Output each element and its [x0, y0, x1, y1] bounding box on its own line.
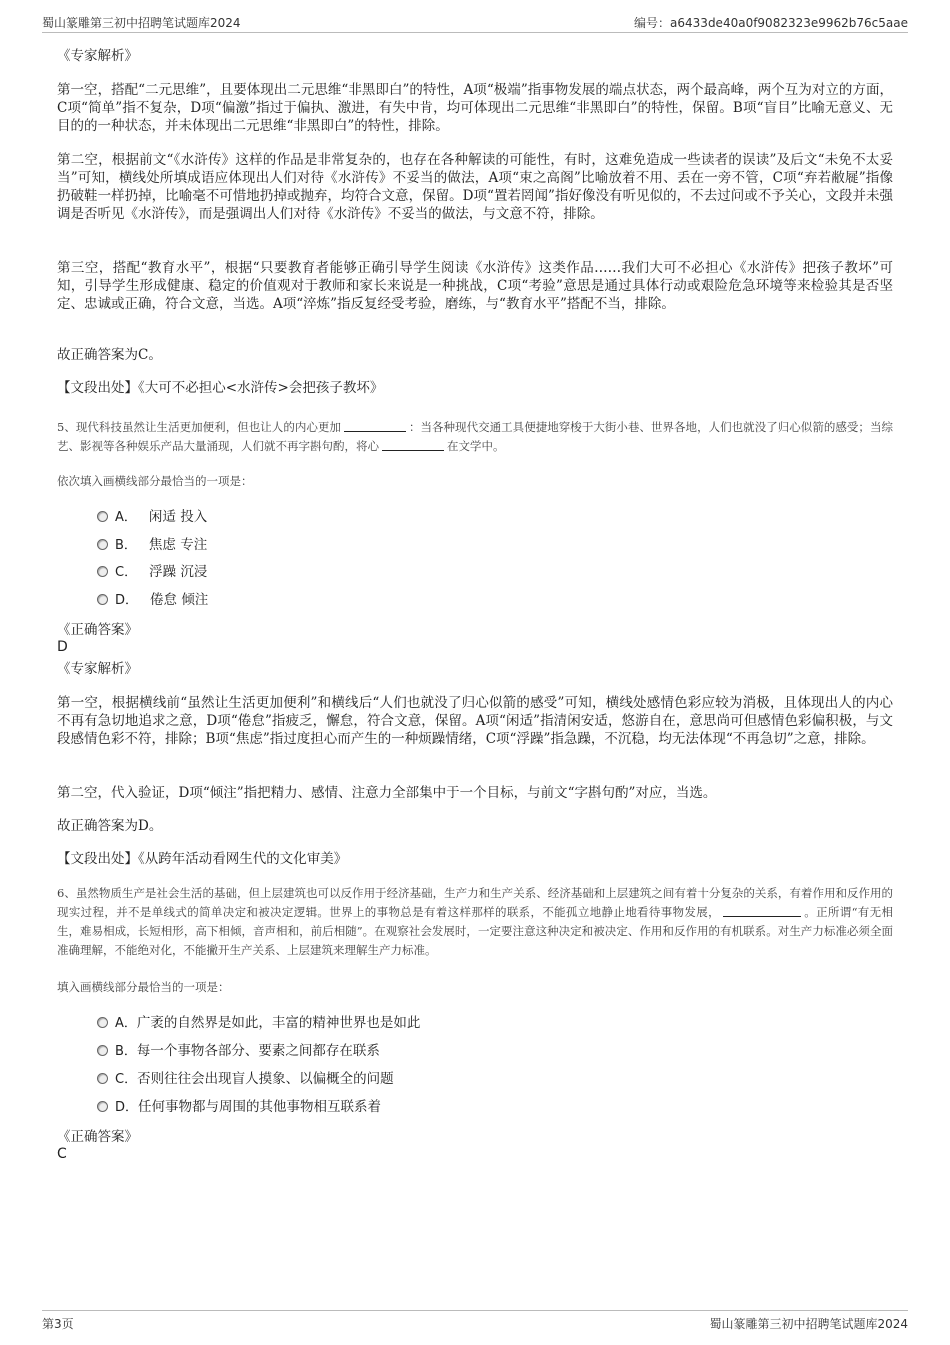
radio-icon[interactable] — [97, 1017, 108, 1028]
page-footer — [42, 1310, 908, 1333]
q5-option-b[interactable] — [97, 535, 597, 555]
q5-conclusion: 故正确答案为D。 — [57, 818, 163, 834]
radio-icon[interactable] — [97, 566, 108, 577]
option-text: 广袤的自然界是如此，丰富的精神世界也是如此 — [136, 1015, 421, 1031]
q5-analysis-label: 《专家解析》 — [57, 661, 138, 677]
q5-source: 【文段出处】《从跨年活动看网生代的文化审美》 — [57, 851, 348, 867]
q6-text-a: 6、虽然物质生产是社会生活的基础，但上层建筑也可以反作用于经济基础，生产力和生产关系、经济基础和上层建筑之间有着十分复杂的关系，有着作用和反作用的现实过程，并不是单线式的简单决定和被决定逻辑。世界上的事物总是有着这样那样的联系，不能孤立地静止地看待事物发展， — [57, 886, 893, 919]
option-letter: C． — [115, 1072, 138, 1087]
radio-icon[interactable] — [97, 539, 108, 550]
q5-blank-1 — [344, 419, 406, 432]
q4-conclusion: 故正确答案为C。 — [57, 347, 162, 363]
option-letter: D． — [115, 593, 139, 608]
radio-icon[interactable] — [97, 594, 108, 605]
q4-analysis-para-3: 第三空，搭配“教育水平”，根据“只要教育者能够正确引导学生阅读《水浒传》这类作品……我们大可不必担心《水浒传》把孩子教坏”可知，引导学生形成健康、稳定的价值观对于教师和家长来说是一种挑战，C项“考验”意思是通过具体行动或艰险危急环境等来检验其是否坚定、忠诚或正确，符合文意，当选。A项“淬炼”指反复经受考验，磨练，与“教育水平”搭配不当，排除。 — [57, 260, 893, 312]
radio-icon[interactable] — [97, 511, 108, 522]
q5-analysis-para-1: 第一空，根据横线前“虽然让生活更加便利”和横线后“人们也就没了归心似箭的感受”可知，横线处感情色彩应较为消极，且体现出人的内心不再有急切地追求之意，D项“倦怠”指疲乏，懈怠，符合文意，保留。A项“闲适”指清闲安适，悠游自在，意思尚可但感情色彩偏积极，与文段感情色彩不符，排除；B项“焦虑”指过度担心而产生的一种烦躁情绪，C项“浮躁”指急躁，不沉稳，均无法体现“不再急切”之意，排除。 — [57, 695, 893, 747]
q6-text-b: 。正所谓“有无相生，难易相成，长短相形，高下相倾，音声相和，前后相随”。在观察社会发展时，一定要注意这种决定和被决定、作用和反作用的有机联系。对生产力标准必须全面准确理解，不能绝对化，不能撇开生产关系、上层建筑来理解生产力标准。 — [57, 905, 893, 957]
radio-icon[interactable] — [97, 1045, 108, 1056]
option-word-1: 倦怠 — [150, 592, 178, 608]
option-letter: B． — [115, 1044, 137, 1059]
option-word-2: 专注 — [180, 537, 208, 553]
option-text: 每一个事物各部分、要素之间都存在联系 — [136, 1043, 380, 1059]
q5-option-d[interactable] — [97, 590, 597, 610]
q6-blank — [723, 904, 801, 917]
q6-option-d[interactable] — [97, 1097, 597, 1117]
q6-question — [57, 884, 893, 960]
q5-instruction: 依次填入画横线部分最恰当的一项是： — [57, 474, 253, 488]
option-letter: D． — [115, 1100, 139, 1115]
q4-analysis-para-2: 第二空，根据前文“《水浒传》这样的作品是非常复杂的，也存在各种解读的可能性，有时，这难免造成一些读者的误读”及后文“未免不太妥当”可知，横线处所填成语应体现出人们对待《水浒传》不妥当的做法，A项“束之高阁”比喻放着不用、丢在一旁不管，C项“弃若敝屣”指像扔破鞋一样扔掉，比喻毫不可惜地扔掉或抛弃，均符合文意，保留。D项“置若罔闻”指好像没有听见似的，不去过问或不予关心，文段并未强调是否听见《水浒传》，而是强调出人们对待《水浒传》不妥当的做法，与文意不符，排除。 — [57, 152, 893, 222]
q5-answer: D — [57, 639, 68, 655]
option-word-1: 浮躁 — [149, 564, 177, 580]
q5-text-a: 5、现代科技虽然让生活更加便利，但也让人的内心更加 — [57, 420, 341, 434]
q5-option-c[interactable] — [97, 562, 597, 582]
option-word-1: 焦虑 — [148, 537, 176, 553]
option-word-1: 闲适 — [148, 509, 176, 525]
option-word-2: 投入 — [180, 509, 208, 525]
q5-text-b: ：当各种现代交通工具便捷地穿梭于大街小巷、世界各地，人们也就没了归心似箭的感受；当综艺、影视等各种娱乐产品大量涌现，人们就不再字斟句酌，将心 — [57, 420, 893, 453]
q4-analysis-label: 《专家解析》 — [57, 48, 138, 64]
q5-blank-2 — [382, 438, 444, 451]
option-letter: A． — [115, 510, 137, 525]
q4-analysis-para-1: 第一空，搭配“二元思维”，且要体现出二元思维“非黑即白”的特性，A项“极端”指事物发展的端点状态，两个最高峰，两个互为对立的方面，C项“简单”指不复杂，D项“偏激”指过于偏执、激进，有失中肯，均可体现出二元思维“非黑即白”的特性，保留。B项“盲目”比喻无意义、无目的的一种状态，并未体现出二元思维“非黑即白”的特性，排除。 — [57, 82, 893, 134]
radio-icon[interactable] — [97, 1101, 108, 1112]
q4-source: 【文段出处】《大可不必担心<水浒传>会把孩子教坏》 — [57, 380, 384, 396]
option-text: 否则往往会出现盲人摸象、以偏概全的问题 — [137, 1071, 394, 1087]
q6-option-b[interactable] — [97, 1041, 597, 1061]
q6-option-a[interactable] — [97, 1013, 597, 1033]
q5-text-c: 在文学中。 — [447, 439, 505, 453]
q6-option-c[interactable] — [97, 1069, 597, 1089]
page-number: 第3页 — [42, 1317, 74, 1331]
page-header — [42, 12, 908, 33]
option-letter: C． — [115, 565, 138, 580]
header-title: 蜀山篆雕第三初中招聘笔试题库2024 — [42, 16, 241, 30]
q5-question — [57, 418, 893, 456]
option-letter: B． — [115, 538, 137, 553]
footer-title: 蜀山篆雕第三初中招聘笔试题库2024 — [709, 1317, 908, 1331]
q5-option-a[interactable] — [97, 507, 597, 527]
option-letter: A． — [115, 1016, 137, 1031]
option-word-2: 倾注 — [181, 592, 209, 608]
option-word-2: 沉浸 — [180, 564, 208, 580]
q6-answer-label: 《正确答案》 — [57, 1129, 138, 1145]
q6-instruction: 填入画横线部分最恰当的一项是： — [57, 980, 230, 994]
option-text: 任何事物都与周围的其他事物相互联系着 — [138, 1099, 382, 1115]
q5-analysis-para-2: 第二空，代入验证，D项“倾注”指把精力、感情、注意力全部集中于一个目标，与前文“字斟句酌”对应，当选。 — [57, 785, 717, 801]
q5-answer-label: 《正确答案》 — [57, 622, 138, 638]
radio-icon[interactable] — [97, 1073, 108, 1084]
header-serial: 编号：a6433de40a0f9082323e9962b76c5aae — [634, 16, 908, 30]
q6-answer: C — [57, 1146, 67, 1162]
